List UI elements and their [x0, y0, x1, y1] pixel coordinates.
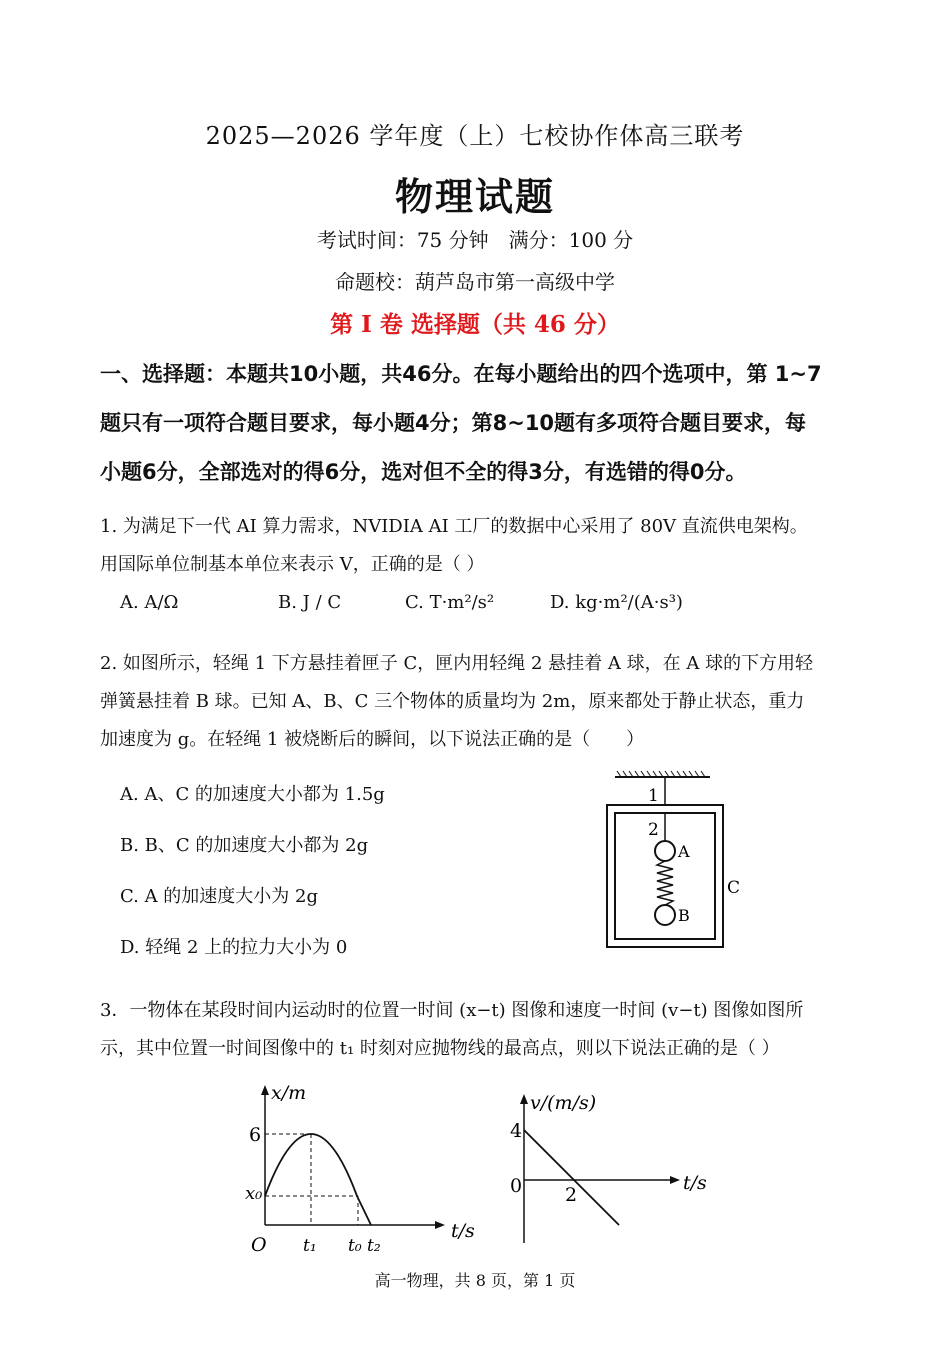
question-1-options [120, 592, 860, 626]
x-t-curve [265, 1134, 371, 1225]
y-tick-label: 0 [510, 1175, 523, 1197]
x-axis-arrow [670, 1176, 680, 1184]
x-tick-label: t₂ [367, 1236, 381, 1256]
question-1 [100, 508, 860, 584]
question-2-line: 加速度为 g。在轻绳 1 被烧断后的瞬间，以下说法正确的是（ ） [100, 729, 645, 750]
section-instructions [100, 350, 860, 497]
volume-title: 第 I 卷 选择题（共 46 分） [330, 311, 620, 338]
y-tick-label: 6 [249, 1124, 262, 1146]
question-3-line: 3．一物体在某段时间内运动时的位置一时间 (x−t) 图像和速度一时间 (v−t) 图像如图所 [100, 1000, 804, 1021]
instructions-line: 一、选择题：本题共10小题，共46分。在每小题给出的四个选项中，第 1~7 [100, 362, 822, 386]
rope-1-label: 1 [648, 786, 659, 806]
instructions-line: 题只有一项符合题目要求，每小题4分；第8~10题有多项符合题目要求，每 [100, 411, 807, 435]
y-axis-arrow [520, 1094, 528, 1104]
option-d: D. kg·m²/(A·s³) [550, 592, 683, 613]
ball-b-label: B [678, 906, 690, 925]
subject-title: 物理试题 [394, 174, 555, 219]
question-1-line: 1. 为满足下一代 AI 算力需求，NVIDIA AI 工厂的数据中心采用了 80V 直流供电架构。 [100, 516, 808, 537]
option-a: A. A、C 的加速度大小都为 1.5g [120, 784, 385, 805]
x-tick-label: 2 [565, 1184, 578, 1206]
option-b: B. J / C [278, 592, 342, 613]
exam-header-title: 2025—2026 学年度（上）七校协作体高三联考 [205, 122, 745, 150]
question-2-line: 2. 如图所示，轻绳 1 下方悬挂着匣子 C，匣内用轻绳 2 悬挂着 A 球，在 A 球的下方用轻 [100, 653, 814, 674]
rope-2-label: 2 [648, 820, 659, 840]
y-tick-label: x₀ [245, 1183, 263, 1204]
y-axis-label: x/m [271, 1082, 307, 1104]
v-t-chart [490, 1085, 720, 1245]
v-t-line [524, 1130, 619, 1225]
page-footer: 高一物理，共 8 页，第 1 页 [374, 1271, 576, 1290]
question-2 [100, 645, 860, 759]
spring [657, 861, 673, 905]
y-axis-label: v/(m/s) [530, 1092, 597, 1114]
origin-label: O [251, 1234, 267, 1256]
question-1-line: 用国际单位制基本单位来表示 V，正确的是（ ） [100, 554, 485, 575]
question-school: 命题校：葫芦岛市第一高级中学 [335, 270, 615, 294]
ball-a-label: A [678, 842, 690, 861]
y-axis-arrow [261, 1085, 269, 1095]
y-tick-label: 4 [510, 1120, 523, 1142]
option-b: B. B、C 的加速度大小都为 2g [120, 835, 369, 856]
x-axis-arrow [435, 1221, 445, 1229]
option-a: A. A/Ω [120, 592, 179, 613]
ball-a [655, 841, 675, 861]
x-axis-label: t/s [451, 1220, 475, 1242]
question-3-line: 示，其中位置一时间图像中的 t₁ 时刻对应抛物线的最高点，则以下说法正确的是（ ） [100, 1038, 780, 1059]
option-c: C. T·m²/s² [405, 592, 495, 613]
x-tick-label: t₁ [303, 1236, 317, 1256]
x-axis-label: t/s [683, 1172, 707, 1194]
instructions-line: 小题6分，全部选对的得6分，选对但不全的得3分，有选错的得0分。 [100, 460, 747, 484]
q2-figure [595, 765, 755, 955]
exam-info: 考试时间：75 分钟 满分：100 分 [316, 228, 634, 252]
question-3 [100, 992, 860, 1068]
question-2-line: 弹簧悬挂着 B 球。已知 A、B、C 三个物体的质量均为 2m，原来都处于静止状态，重力 [100, 691, 805, 712]
box-c-label: C [727, 878, 741, 898]
ball-b [655, 905, 675, 925]
x-tick-label: t₀ [348, 1236, 362, 1256]
x-t-chart [235, 1075, 485, 1265]
option-c: C. A 的加速度大小为 2g [120, 886, 318, 907]
option-d: D. 轻绳 2 上的拉力大小为 0 [120, 937, 348, 958]
